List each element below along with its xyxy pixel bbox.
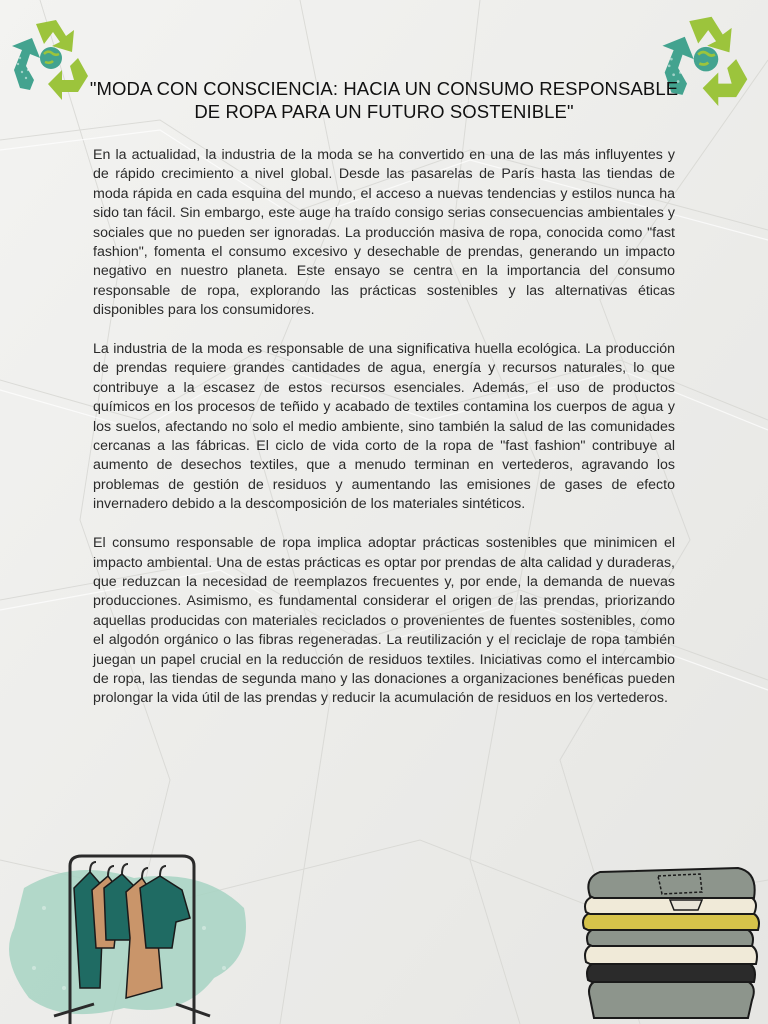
paragraph-1: En la actualidad, la industria de la moda se ha convertido en una de las más influyentes y de rápido crecimiento a nivel global. Desde las pasarelas de París hasta las tiendas de moda rápida en cada esquina del mundo, el acceso a nuevas tendencias y estilos nunca ha sido tan fácil. Sin embargo, este auge ha traído consigo serias consecuencias ambientales y sociales que no pueden ser ignoradas. La producción masiva de ropa, conocida como "fast fashion", fomenta el consumo excesivo y desechable de prendas, generando un impacto negativo en nuestro planeta. Este ensayo se centra en la importancia del consumo responsable de ropa, explorando las prácticas sostenibles y las alternativas éticas disponibles para los consumidores.: [93, 147, 675, 319]
folded-clothes-stack-icon: [578, 858, 764, 1024]
page-title: "MODA CON CONSCIENCIA: HACIA UN CONSUMO RESPONSABLE DE ROPA PARA UN FUTURO SOSTENIBLE": [89, 78, 679, 122]
essay-body: [93, 146, 675, 728]
paragraph-2: La industria de la moda es responsable de una significativa huella ecológica. La producción de prendas requiere grandes cantidades de agua, energía y recursos naturales, lo que contribuye a la escasez de estos recursos esenciales. Además, el uso de productos químicos en los procesos de teñido y acabado de textiles contamina los cuerpos de agua y los suelos, afectando no solo el medio ambiente, sino también la salud de las comunidades cercanas a las fábricas. El ciclo de vida corto de la ropa de "fast fashion" contribuye al aumento de desechos textiles, que a menudo terminan en vertederos, agravando los problemas de gestión de residuos y aumentando las emisiones de gases de efecto invernadero debido a la descomposición de los materiales sintéticos.: [93, 341, 675, 513]
paragraph-3: El consumo responsable de ropa implica adoptar prácticas sostenibles que minimicen el impacto ambiental. Una de estas prácticas es optar por prendas de alta calidad y duraderas, que reduzcan la necesidad de reemplazos frecuentes y, por ende, la demanda de nuevas producciones. Asimismo, es fundamental considerar el origen de las prendas, priorizando aquellas producidas con materiales reciclados o provenientes de fuentes sostenibles, como el algodón orgánico o las fibras regeneradas. La reutilización y el reciclaje de ropa también juegan un papel crucial en la reducción de residuos textiles. Iniciativas como el intercambio de ropa, las tiendas de segunda mano y las donaciones a organizaciones benéficas pueden prolongar la vida útil de las prendas y reducir la acumulación de residuos en los vertederos.: [93, 535, 675, 707]
clothes-rack-icon: [4, 848, 254, 1024]
